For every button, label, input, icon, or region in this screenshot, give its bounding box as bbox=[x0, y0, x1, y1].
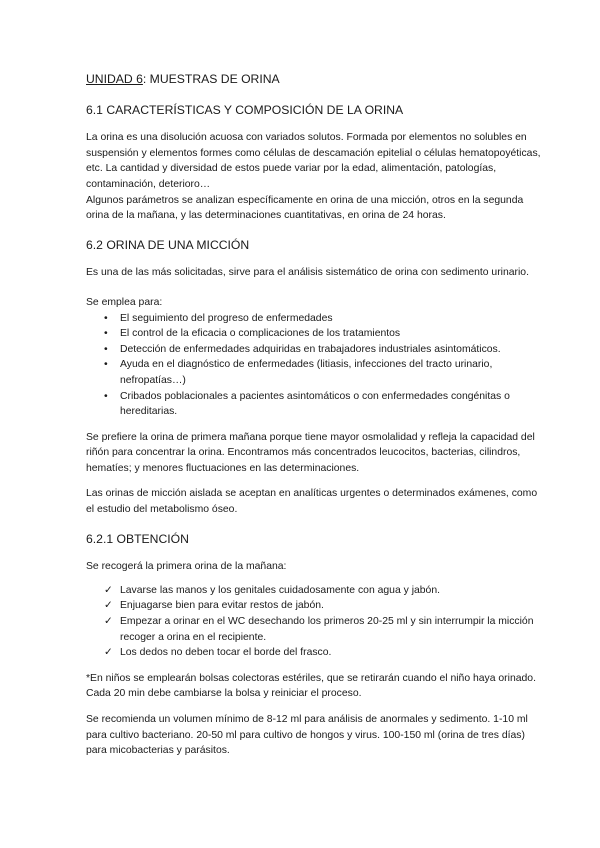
bullet-icon: • bbox=[104, 328, 108, 340]
list-item-text: Los dedos no deben tocar el borde del frasco. bbox=[120, 647, 332, 659]
unit-label: UNIDAD 6 bbox=[86, 72, 143, 86]
paragraph: Algunos parámetros se analizan específicamente en orina de una micción, otros en la segunda orina de la mañana, y las determinaciones cuantitativas, en orina de 24 horas. bbox=[86, 194, 524, 222]
bullet-icon: • bbox=[104, 390, 108, 402]
bullet-icon: • bbox=[104, 312, 108, 324]
unit-title bbox=[86, 72, 546, 88]
bullet-list bbox=[86, 311, 546, 420]
section-heading-6-2-1: 6.2.1 OBTENCIÓN bbox=[86, 531, 189, 546]
checkmark-icon: ✓ bbox=[104, 616, 113, 628]
list-item bbox=[86, 357, 546, 388]
paragraph: Es una de las más solicitadas, sirve para el análisis sistemático de orina con sedimento urinario. bbox=[86, 267, 529, 279]
section-heading-6-2: 6.2 ORINA DE UNA MICCIÓN bbox=[86, 237, 250, 252]
checkmark-icon: ✓ bbox=[104, 647, 113, 659]
list-item-text: Empezar a orinar en el WC desechando los primeros 20-25 ml y sin interrumpir la micción recoger a orina en el recipiente. bbox=[120, 616, 534, 643]
unit-subtitle: : MUESTRAS DE ORINA bbox=[142, 72, 280, 86]
paragraph: *En niños se emplearán bolsas colectoras estériles, que se retirarán cuando el niño haya orinado. Cada 20 min debe cambiarse la bolsa y reiniciar el proceso. bbox=[86, 672, 536, 700]
list-intro: Se recogerá la primera orina de la mañana: bbox=[86, 561, 287, 573]
paragraph: Se prefiere la orina de primera mañana porque tiene mayor osmolalidad y refleja la capacidad del riñón para concentrar la orina. Encontramos más concentrados leucocitos, bacterias, cilindros, hematíes; y menores fluctuaciones en las determinaciones. bbox=[86, 431, 535, 474]
list-item bbox=[86, 614, 546, 645]
list-item-text: El control de la eficacia o complicaciones de los tratamientos bbox=[120, 328, 401, 340]
list-item bbox=[86, 389, 546, 420]
checkmark-icon: ✓ bbox=[104, 584, 113, 596]
list-item-text: Cribados poblacionales a pacientes asintomáticos o con enfermedades congénitas o hereditarias. bbox=[120, 390, 510, 418]
bullet-icon: • bbox=[104, 343, 108, 355]
list-item-text: Enjuagarse bien para evitar restos de jabón. bbox=[120, 600, 324, 612]
paragraph: Se recomienda un volumen mínimo de 8-12 ml para análisis de anormales y sedimento. 1-10 ml para cultivo bacteriano. 20-50 ml para cultivo de hongos y virus. 100-150 ml (orina de tres días) para micobacterias y parásitos. bbox=[86, 714, 528, 757]
list-item bbox=[86, 583, 546, 599]
list-intro: Se emplea para: bbox=[86, 296, 163, 308]
list-item bbox=[86, 645, 546, 661]
list-item bbox=[86, 311, 546, 327]
checkmark-list bbox=[86, 583, 546, 661]
list-item-text: Detección de enfermedades adquiridas en trabajadores industriales asintomáticos. bbox=[120, 343, 501, 355]
list-item bbox=[86, 326, 546, 342]
list-item-text: Ayuda en el diagnóstico de enfermedades (litiasis, infecciones del tracto urinario, nefropatías…) bbox=[120, 359, 493, 386]
list-item-text: El seguimiento del progreso de enfermedades bbox=[120, 312, 333, 324]
list-item bbox=[86, 342, 546, 358]
list-item bbox=[86, 598, 546, 614]
paragraph: La orina es una disolución acuosa con variados solutos. Formada por elementos no solubles en suspensión y elementos formes como células de descamación epitelial o células hematopoyéticas, etc. La cantidad y diversidad de estos puede variar por la edad, alimentación, patologías, contaminación, deterioro… bbox=[86, 132, 541, 190]
paragraph: Las orinas de micción aislada se aceptan en analíticas urgentes o determinados exámenes, como el estudio del metabolismo óseo. bbox=[86, 488, 538, 516]
document-body bbox=[86, 72, 546, 767]
section-heading-6-1: 6.1 CARACTERÍSTICAS Y COMPOSICIÓN DE LA ORINA bbox=[86, 102, 404, 117]
bullet-icon: • bbox=[104, 359, 108, 371]
list-item-text: Lavarse las manos y los genitales cuidadosamente con agua y jabón. bbox=[120, 584, 440, 596]
checkmark-icon: ✓ bbox=[104, 600, 113, 612]
